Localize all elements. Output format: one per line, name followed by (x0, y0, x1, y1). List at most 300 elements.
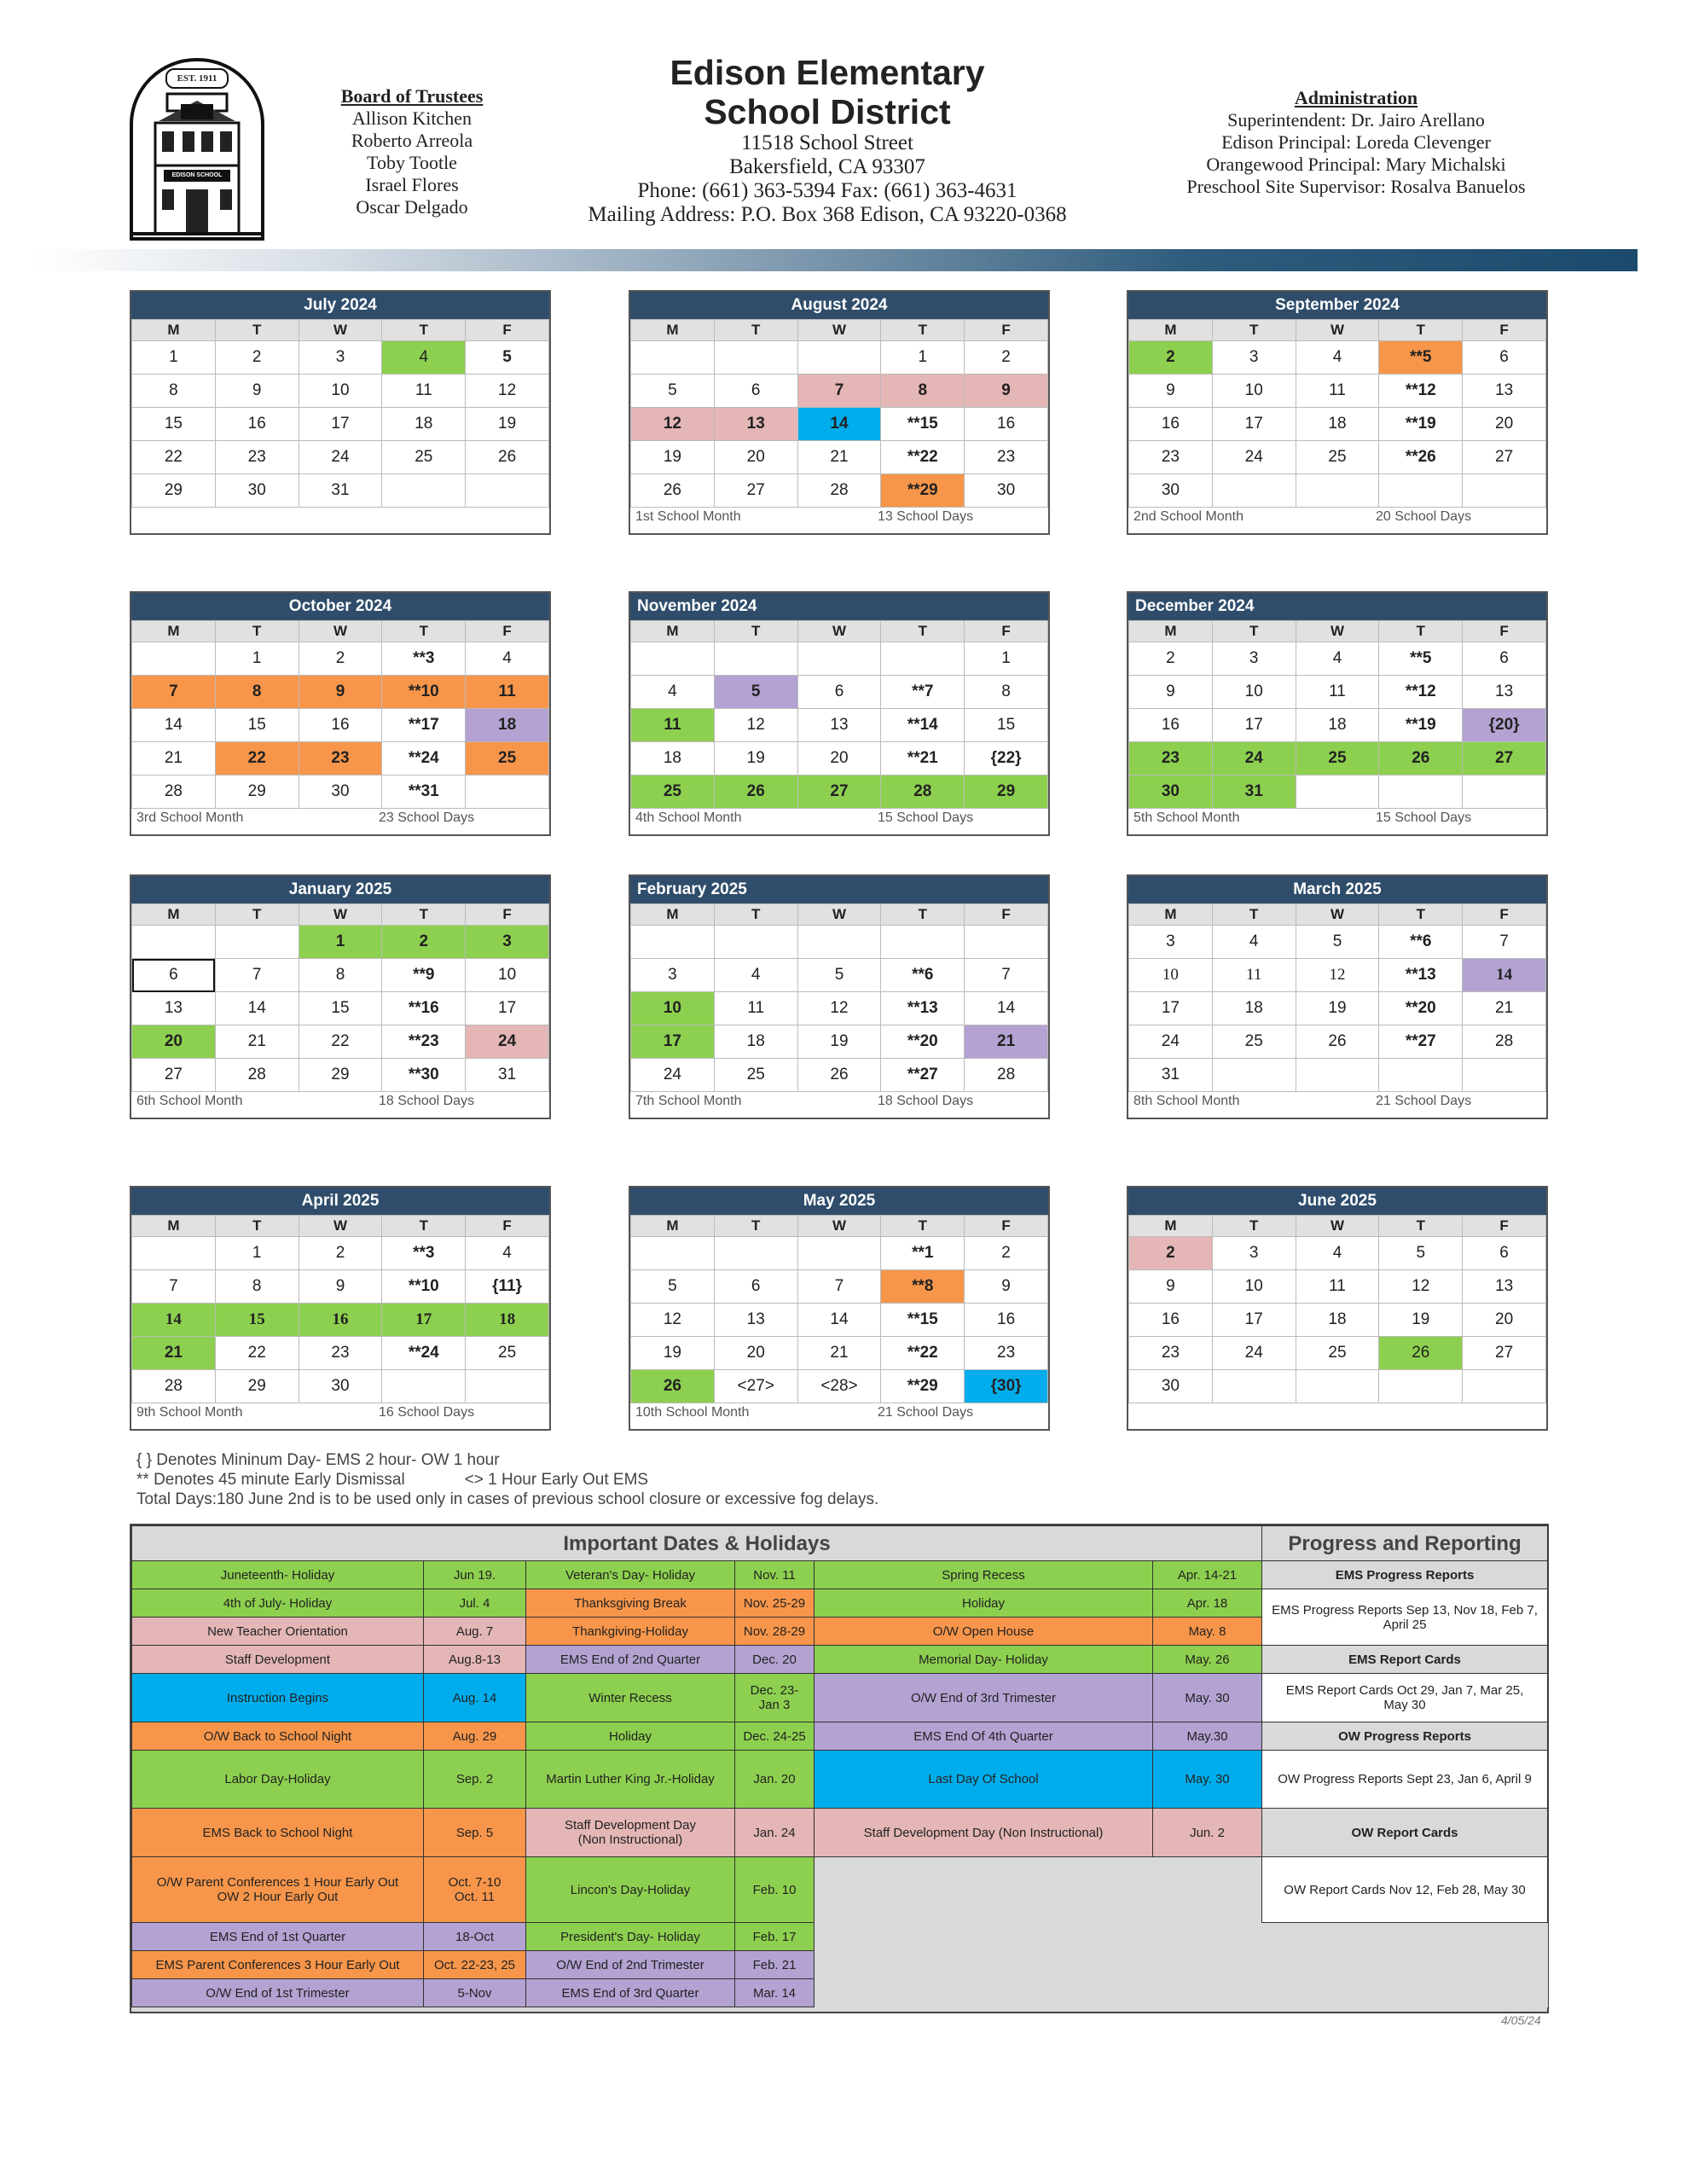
calendar-week (132, 1337, 549, 1370)
calendar-day: 17 (1129, 992, 1213, 1025)
weekday-header: M (631, 1216, 715, 1237)
calendar-day: 13 (714, 408, 797, 441)
calendar-day: **13 (881, 992, 965, 1025)
weekday-header: M (132, 904, 216, 926)
weekday-header: T (1379, 621, 1463, 642)
calendar-day: 9 (965, 375, 1048, 408)
empty-area (815, 1857, 1262, 2007)
event-date: Aug.8-13 (424, 1646, 526, 1674)
calendar-day: 9 (215, 375, 299, 408)
calendar-day: 6 (1463, 341, 1546, 375)
calendar-day: 16 (299, 1304, 382, 1337)
calendar-week (631, 1237, 1048, 1270)
calendar-week (631, 742, 1048, 775)
school-month-label: 4th School Month (635, 810, 742, 825)
calendar-day: **6 (1379, 926, 1463, 959)
calendar-day: 7 (132, 1270, 216, 1304)
calendar-day: 20 (714, 441, 797, 474)
calendar-day: 20 (132, 1025, 216, 1059)
calendar-day: 8 (881, 375, 965, 408)
calendar-day: 4 (1296, 642, 1379, 676)
calendar-day: 1 (215, 642, 299, 676)
progress-item: EMS Progress Reports Sep 13, Nov 18, Feb 7, April 25 (1262, 1589, 1548, 1646)
calendar-day: 11 (1296, 1270, 1379, 1304)
event-date: Dec. 24-25 (735, 1722, 815, 1751)
calendar-day: 15 (965, 709, 1048, 742)
calendar-week (631, 959, 1048, 992)
calendar-day: 8 (965, 676, 1048, 709)
calendar-week (132, 1370, 549, 1403)
event-date: Oct. 7-10 Oct. 11 (424, 1857, 526, 1923)
calendar-day: 17 (1212, 1304, 1296, 1337)
calendar-day: 27 (132, 1059, 216, 1092)
event-name: Veteran's Day- Holiday (526, 1561, 735, 1589)
legend-early-dismissal: ** Denotes 45 minute Early Dismissal <> 1 Hour Early Out EMS (136, 1471, 649, 1489)
calendar-day: 28 (132, 1370, 216, 1403)
weekday-header: T (215, 904, 299, 926)
event-name: EMS Back to School Night (132, 1809, 424, 1857)
calendar-day: 20 (1463, 408, 1546, 441)
calendar-day: 30 (1129, 1370, 1213, 1403)
calendar-day: 9 (1129, 1270, 1213, 1304)
month-calendar (1127, 874, 1548, 1119)
event-date: Apr. 14-21 (1153, 1561, 1262, 1589)
important-dates-row (132, 1589, 1548, 1618)
calendar-day (1463, 1370, 1546, 1403)
calendar-day: 10 (1212, 1270, 1296, 1304)
weekday-header: M (1129, 1216, 1213, 1237)
calendar-week (631, 1370, 1048, 1403)
weekday-header: W (1296, 621, 1379, 642)
month-footer (131, 809, 549, 834)
calendar-day: 20 (1463, 1304, 1546, 1337)
school-days-label: 20 School Days (1376, 509, 1472, 524)
calendar-day: 19 (797, 1025, 881, 1059)
calendar-day: 16 (1129, 408, 1213, 441)
event-name: O/W Open House (815, 1618, 1153, 1646)
weekday-header: M (1129, 320, 1213, 341)
month-title: March 2025 (1128, 876, 1546, 903)
calendar-day: 6 (132, 959, 216, 992)
event-name: Staff Development (132, 1646, 424, 1674)
calendar-week (631, 474, 1048, 508)
calendar-day: 22 (215, 742, 299, 775)
calendar-day: 29 (132, 474, 216, 508)
page-header (0, 0, 1687, 282)
calendar-day: 26 (797, 1059, 881, 1092)
calendar-week (631, 642, 1048, 676)
logo-sign: EDISON SCHOOL (164, 170, 230, 182)
calendar-day: 11 (466, 676, 549, 709)
trustee-name: Toby Tootle (367, 152, 457, 173)
progress-item: OW Report Cards Nov 12, Feb 28, May 30 (1262, 1857, 1548, 1923)
event-date: Feb. 17 (735, 1923, 815, 1951)
event-name: Thankgiving-Holiday (526, 1618, 735, 1646)
calendar-day (382, 1370, 466, 1403)
calendar-day: 6 (1463, 1237, 1546, 1270)
calendar-day: 8 (215, 676, 299, 709)
calendar-day: 15 (132, 408, 216, 441)
calendar-week (631, 926, 1048, 959)
month-footer (1128, 508, 1546, 533)
calendar-day: **3 (382, 1237, 466, 1270)
calendar-day: 16 (1129, 709, 1213, 742)
trustee-name: Allison Kitchen (352, 107, 472, 129)
month-footer (1128, 1403, 1546, 1429)
calendar-week (132, 642, 549, 676)
event-name: EMS End of 3rd Quarter (526, 1979, 735, 2007)
calendar-day: 9 (1129, 676, 1213, 709)
calendar-day: 23 (965, 1337, 1048, 1370)
calendar-day (1212, 1059, 1296, 1092)
calendar-day: 12 (631, 1304, 715, 1337)
logo-est-badge: EST. 1911 (165, 68, 229, 89)
calendar-day: **23 (382, 1025, 466, 1059)
calendar-day: 18 (714, 1025, 797, 1059)
calendar-week (631, 1304, 1048, 1337)
important-dates-title: Important Dates & Holidays (132, 1526, 1262, 1561)
calendar-day: 1 (881, 341, 965, 375)
district-name-line1: Edison Elementary (670, 53, 985, 92)
event-name: Instruction Begins (132, 1674, 424, 1722)
calendar-day: 5 (1296, 926, 1379, 959)
calendar-day (1463, 1059, 1546, 1092)
calendar-day: {22} (965, 742, 1048, 775)
calendar-day: 13 (797, 709, 881, 742)
district-info (537, 53, 1117, 227)
month-footer (131, 508, 549, 533)
calendar-day: **14 (881, 709, 965, 742)
month-title: November 2024 (630, 593, 1048, 620)
event-name: Memorial Day- Holiday (815, 1646, 1153, 1674)
month-title: May 2025 (630, 1188, 1048, 1215)
calendar-day: 2 (965, 1237, 1048, 1270)
trustee-name: Oscar Delgado (356, 196, 468, 218)
school-days-label: 16 School Days (379, 1405, 475, 1420)
month-footer (1128, 1092, 1546, 1118)
important-dates-row (132, 1646, 1548, 1674)
calendar-day: <28> (797, 1370, 881, 1403)
calendar-day: 16 (1129, 1304, 1213, 1337)
admin-line: Superintendent: Dr. Jairo Arellano (1227, 109, 1485, 131)
calendar-day: 28 (797, 474, 881, 508)
calendar-day: 28 (132, 775, 216, 809)
calendar-week (1129, 642, 1546, 676)
weekday-header: W (797, 1216, 881, 1237)
calendar-day: 29 (299, 1059, 382, 1092)
calendar-day: 16 (299, 709, 382, 742)
calendar-day: 4 (1296, 1237, 1379, 1270)
school-days-label: 23 School Days (379, 810, 475, 825)
calendar-week (631, 709, 1048, 742)
calendar-day: 25 (1212, 1025, 1296, 1059)
important-dates-row (132, 1561, 1548, 1589)
school-days-label: 21 School Days (878, 1405, 974, 1420)
calendar-day: 13 (1463, 676, 1546, 709)
calendar-day: **22 (881, 1337, 965, 1370)
event-date: Nov. 11 (735, 1561, 815, 1589)
event-name: Holiday (526, 1722, 735, 1751)
event-name: EMS End of 2nd Quarter (526, 1646, 735, 1674)
calendar-day: 10 (1212, 375, 1296, 408)
calendar-day: 18 (1296, 709, 1379, 742)
city-address: Bakersfield, CA 93307 (729, 155, 925, 178)
calendar-day: 19 (631, 441, 715, 474)
schoolhouse-icon (133, 61, 261, 237)
calendar-day: 15 (299, 992, 382, 1025)
calendar-day: <27> (714, 1370, 797, 1403)
calendar-day: 11 (714, 992, 797, 1025)
calendar-week (132, 375, 549, 408)
calendar-day: 15 (215, 1304, 299, 1337)
calendar-day: **10 (382, 1270, 466, 1304)
month-calendar (130, 290, 551, 535)
calendar-day: 3 (1129, 926, 1213, 959)
month-footer (630, 809, 1048, 834)
weekday-header: W (299, 904, 382, 926)
month-footer (630, 508, 1048, 533)
calendar-week (132, 1304, 549, 1337)
calendar-day: **12 (1379, 375, 1463, 408)
event-name: Spring Recess (815, 1561, 1153, 1589)
month-calendar (629, 1186, 1050, 1431)
calendar-day (466, 1370, 549, 1403)
calendar-day: 14 (797, 408, 881, 441)
calendar-day: **19 (1379, 709, 1463, 742)
calendar-day: 25 (714, 1059, 797, 1092)
calendar-week (1129, 474, 1546, 508)
calendar-day: 23 (1129, 742, 1213, 775)
calendar-week (631, 676, 1048, 709)
event-name: Winter Recess (526, 1674, 735, 1722)
calendar-day: **29 (881, 1370, 965, 1403)
event-date: Dec. 20 (735, 1646, 815, 1674)
calendar-week (1129, 1270, 1546, 1304)
school-days-label: 15 School Days (1376, 810, 1472, 825)
calendar-day: 11 (1296, 676, 1379, 709)
calendar-day: {11} (466, 1270, 549, 1304)
calendar-day: 23 (1129, 1337, 1213, 1370)
calendar-day: 10 (631, 992, 715, 1025)
calendar-week (1129, 1059, 1546, 1092)
calendar-day: 7 (1463, 926, 1546, 959)
calendar-day: 30 (965, 474, 1048, 508)
calendar-day: 17 (1212, 408, 1296, 441)
calendar-week (132, 408, 549, 441)
calendar-day: 16 (215, 408, 299, 441)
month-title: April 2025 (131, 1188, 549, 1215)
calendar-week (631, 441, 1048, 474)
calendar-day: 5 (631, 375, 715, 408)
calendar-day: 26 (466, 441, 549, 474)
event-name: Holiday (815, 1589, 1153, 1618)
event-date: May.30 (1153, 1722, 1262, 1751)
calendar-day: 23 (1129, 441, 1213, 474)
calendar-day: 21 (965, 1025, 1048, 1059)
calendar-week (631, 992, 1048, 1025)
calendar-week (1129, 441, 1546, 474)
calendar-day: 4 (382, 341, 466, 375)
weekday-header: W (1296, 320, 1379, 341)
event-name: Staff Development Day (Non Instructional) (526, 1809, 735, 1857)
calendar-day: 21 (132, 1337, 216, 1370)
progress-reporting-title: Progress and Reporting (1262, 1526, 1548, 1561)
calendar-day (466, 775, 549, 809)
event-name: Labor Day-Holiday (132, 1751, 424, 1809)
month-calendar (1127, 591, 1548, 836)
weekday-header: W (797, 621, 881, 642)
calendar-day: 28 (1463, 1025, 1546, 1059)
calendar-day: 24 (1212, 441, 1296, 474)
calendar-day (714, 926, 797, 959)
calendar-day: 29 (215, 1370, 299, 1403)
weekday-header: T (215, 1216, 299, 1237)
weekday-header: M (631, 621, 715, 642)
weekday-header: T (382, 320, 466, 341)
calendar-day: 21 (132, 742, 216, 775)
school-month-label: 6th School Month (136, 1094, 243, 1108)
calendar-week (132, 926, 549, 959)
weekday-header: T (714, 1216, 797, 1237)
weekday-header: T (382, 621, 466, 642)
calendar-day: **19 (1379, 408, 1463, 441)
admin-line: Orangewood Principal: Mary Michalski (1206, 154, 1506, 175)
calendar-day: 27 (714, 474, 797, 508)
school-month-label: 7th School Month (635, 1094, 742, 1108)
calendar-day: 1 (132, 341, 216, 375)
month-footer (630, 1092, 1048, 1118)
calendar-day (797, 341, 881, 375)
calendar-week (1129, 375, 1546, 408)
weekday-header: F (466, 320, 549, 341)
calendar-day: **10 (382, 676, 466, 709)
school-month-label: 2nd School Month (1133, 509, 1244, 524)
weekday-header: M (1129, 621, 1213, 642)
calendar-day: **6 (881, 959, 965, 992)
calendar-day (1379, 775, 1463, 809)
weekday-header: T (1212, 1216, 1296, 1237)
school-days-label: 18 School Days (379, 1094, 475, 1108)
event-date: Jul. 4 (424, 1589, 526, 1618)
school-days-label: 18 School Days (878, 1094, 974, 1108)
calendar-day: 2 (965, 341, 1048, 375)
event-date: Aug. 29 (424, 1722, 526, 1751)
header-gradient-bar (34, 249, 1638, 271)
event-name: Thanksgiving Break (526, 1589, 735, 1618)
calendar-day: 3 (466, 926, 549, 959)
calendar-day: 14 (132, 709, 216, 742)
calendar-day: 18 (631, 742, 715, 775)
weekday-header: T (1379, 904, 1463, 926)
weekday-header: T (714, 621, 797, 642)
event-name: Lincon's Day-Holiday (526, 1857, 735, 1923)
calendar-day: 28 (881, 775, 965, 809)
month-calendar (629, 874, 1050, 1119)
calendar-day: 10 (466, 959, 549, 992)
weekday-header: T (1212, 320, 1296, 341)
calendar-day: {20} (1463, 709, 1546, 742)
calendar-day: 12 (1379, 1270, 1463, 1304)
calendar-week (1129, 1370, 1546, 1403)
event-name: New Teacher Orientation (132, 1618, 424, 1646)
month-title: September 2024 (1128, 292, 1546, 319)
event-date: Sep. 5 (424, 1809, 526, 1857)
weekday-header: W (299, 1216, 382, 1237)
calendar-day: 27 (797, 775, 881, 809)
calendar-day: 14 (797, 1304, 881, 1337)
school-month-label: 10th School Month (635, 1405, 750, 1420)
weekday-header: F (1463, 320, 1546, 341)
calendar-day: 3 (1212, 642, 1296, 676)
phone-fax: Phone: (661) 363-5394 Fax: (661) 363-4631 (637, 179, 1017, 202)
calendar-day: **27 (1379, 1025, 1463, 1059)
calendar-week (132, 959, 549, 992)
calendar-day: **17 (382, 709, 466, 742)
calendar-day: 9 (1129, 375, 1213, 408)
calendar-day: **3 (382, 642, 466, 676)
event-name: Staff Development Day (Non Instructional) (815, 1809, 1153, 1857)
event-name: Juneteenth- Holiday (132, 1561, 424, 1589)
calendar-day: 14 (132, 1304, 216, 1337)
weekday-header: F (1463, 1216, 1546, 1237)
calendar-day: 24 (1212, 742, 1296, 775)
calendar-day: 8 (132, 375, 216, 408)
weekday-header: T (215, 621, 299, 642)
calendar-week (132, 474, 549, 508)
month-title: June 2025 (1128, 1188, 1546, 1215)
calendar-day (1463, 474, 1546, 508)
calendar-day: 27 (1463, 1337, 1546, 1370)
calendar-day: 4 (714, 959, 797, 992)
calendar-day: 23 (299, 1337, 382, 1370)
month-footer (630, 1403, 1048, 1429)
calendar-week (1129, 1025, 1546, 1059)
weekday-header: T (714, 320, 797, 341)
calendar-day (631, 1237, 715, 1270)
weekday-header: M (132, 1216, 216, 1237)
calendar-day (714, 1237, 797, 1270)
weekday-header: T (881, 320, 965, 341)
calendar-day: 25 (1296, 441, 1379, 474)
calendar-week (132, 775, 549, 809)
event-date: Apr. 18 (1153, 1589, 1262, 1618)
event-date: Nov. 25-29 (735, 1589, 815, 1618)
weekday-header: T (1379, 320, 1463, 341)
calendar-day (132, 926, 216, 959)
progress-item: OW Report Cards (1262, 1809, 1548, 1857)
calendar-week (132, 676, 549, 709)
calendar-day: 25 (466, 742, 549, 775)
calendar-day: 10 (299, 375, 382, 408)
calendar-week (1129, 959, 1546, 992)
calendar-week (1129, 742, 1546, 775)
calendar-day (881, 642, 965, 676)
weekday-header: F (965, 621, 1048, 642)
calendar-day: 17 (1212, 709, 1296, 742)
event-name: O/W End of 1st Trimester (132, 1979, 424, 2007)
event-name: Martin Luther King Jr.-Holiday (526, 1751, 735, 1809)
admin-line: Edison Principal: Loreda Clevenger (1221, 131, 1491, 153)
calendar-day: 29 (215, 775, 299, 809)
calendar-day: **27 (881, 1059, 965, 1092)
calendar-day: **24 (382, 1337, 466, 1370)
progress-item: OW Progress Reports Sept 23, Jan 6, April 9 (1262, 1751, 1548, 1809)
calendar-day: 18 (1296, 1304, 1379, 1337)
calendar-day: 6 (714, 375, 797, 408)
weekday-header: F (1463, 621, 1546, 642)
legend (136, 1450, 878, 1509)
school-days-label: 15 School Days (878, 810, 974, 825)
